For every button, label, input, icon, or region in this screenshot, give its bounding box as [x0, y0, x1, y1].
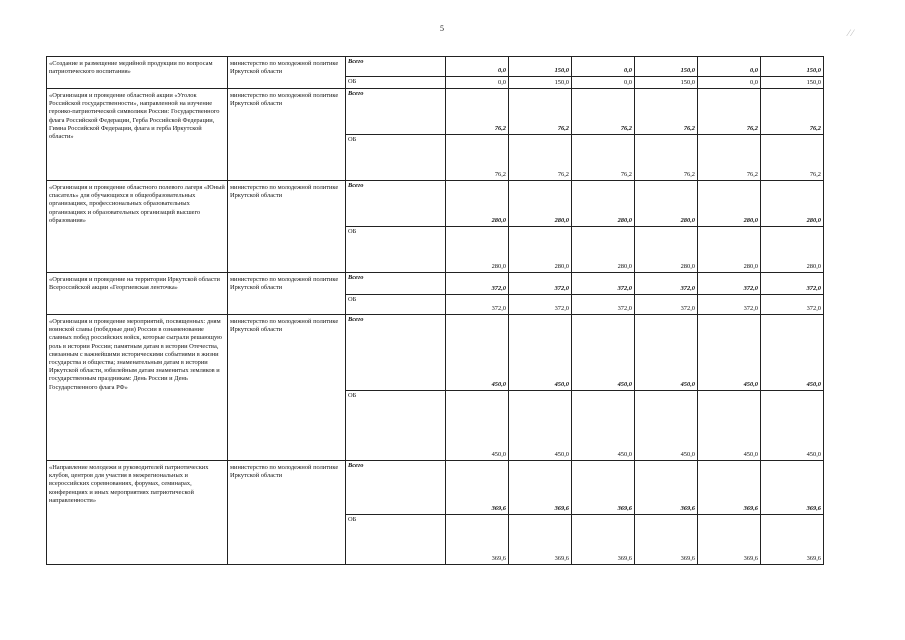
- source-value: 76,2: [446, 135, 509, 181]
- total-value: 372,0: [446, 273, 509, 295]
- source-value: 76,2: [761, 135, 824, 181]
- total-value: 450,0: [761, 315, 824, 391]
- source-value: 280,0: [446, 227, 509, 273]
- total-value: 280,0: [761, 181, 824, 227]
- source-value: 369,6: [446, 515, 509, 565]
- source-value: 280,0: [698, 227, 761, 273]
- funding-total-label: Всего: [346, 57, 446, 77]
- total-value: 369,6: [446, 461, 509, 515]
- source-value: 369,6: [509, 515, 572, 565]
- budget-table: [46, 56, 824, 565]
- source-value: 150,0: [509, 77, 572, 89]
- source-value: 450,0: [509, 391, 572, 461]
- total-value: 0,0: [698, 57, 761, 77]
- funding-source-label: ОБ: [346, 295, 446, 315]
- total-value: 76,2: [635, 89, 698, 135]
- total-value: 0,0: [572, 57, 635, 77]
- total-value: 280,0: [446, 181, 509, 227]
- total-value: 450,0: [572, 315, 635, 391]
- event-name: «Организация и проведение мероприятий, посвященных: дням воинской славы (победные дни) России в ознаменование славных побед российских войск, которые сыграли решающую роль в истории России; памятным датам в истории Отечества, связанным с важнейшими историческими событиями в жизни государства и общества; знаменательным датам в истории Иркутской области, юбилейным датам знаменитых земляков и государственным праздникам: День России и День Государственного флага РФ»: [47, 315, 228, 461]
- total-value: 372,0: [698, 273, 761, 295]
- executor: министерство по молодежной политике Иркутской области: [228, 181, 346, 273]
- source-value: 450,0: [572, 391, 635, 461]
- source-value: 450,0: [446, 391, 509, 461]
- total-value: 369,6: [698, 461, 761, 515]
- total-value: 76,2: [761, 89, 824, 135]
- total-value: 76,2: [698, 89, 761, 135]
- source-value: 372,0: [509, 295, 572, 315]
- total-value: 150,0: [635, 57, 698, 77]
- total-value: 280,0: [698, 181, 761, 227]
- total-value: 450,0: [635, 315, 698, 391]
- total-value: 450,0: [698, 315, 761, 391]
- source-value: 150,0: [635, 77, 698, 89]
- total-value: 372,0: [761, 273, 824, 295]
- source-value: 450,0: [698, 391, 761, 461]
- total-value: 280,0: [572, 181, 635, 227]
- source-value: 76,2: [698, 135, 761, 181]
- executor: министерство по молодежной политике Иркутской области: [228, 273, 346, 315]
- event-name: «Организация и проведение областного полевого лагеря «Юный спасатель» для обучающихся в общеобразовательных организациях, профессиональных образовательных организациях и образовательных организаций высшего образования»: [47, 181, 228, 273]
- source-value: 369,6: [635, 515, 698, 565]
- funding-total-label: Всего: [346, 461, 446, 515]
- total-value: 369,6: [761, 461, 824, 515]
- funding-total-label: Всего: [346, 273, 446, 295]
- funding-source-label: ОБ: [346, 135, 446, 181]
- funding-source-label: ОБ: [346, 77, 446, 89]
- event-name: «Направление молодежи и руководителей патриотических клубов, центров для участия в межрегиональных и всероссийских соревнованиях, форумах, семинарах, конференциях и иных мероприятиях патриотической направленности»: [47, 461, 228, 565]
- source-value: 372,0: [572, 295, 635, 315]
- event-name: «Организация и проведение областной акции «Уголок Российской государственности», направленной на изучение героико-патриотической символики России: Государственного флага Российской Федерации, Герба Российской Федерации, Гимна Российской Федерации, флага и герба Иркутской области»: [47, 89, 228, 181]
- funding-total-label: Всего: [346, 181, 446, 227]
- total-value: 372,0: [572, 273, 635, 295]
- table-row: [47, 57, 824, 77]
- funding-total-label: Всего: [346, 315, 446, 391]
- source-value: 369,6: [761, 515, 824, 565]
- source-value: 76,2: [635, 135, 698, 181]
- funding-total-label: Всего: [346, 89, 446, 135]
- source-value: 450,0: [761, 391, 824, 461]
- total-value: 372,0: [509, 273, 572, 295]
- table-body: [47, 57, 824, 565]
- source-value: 450,0: [635, 391, 698, 461]
- total-value: 372,0: [635, 273, 698, 295]
- event-name: «Организация и проведение на территории Иркутской области Всероссийской акции «Георгиевская ленточка»: [47, 273, 228, 315]
- source-value: 280,0: [509, 227, 572, 273]
- source-value: 372,0: [635, 295, 698, 315]
- executor: министерство по молодежной политике Иркутской области: [228, 461, 346, 565]
- source-value: 372,0: [698, 295, 761, 315]
- table-row: [47, 273, 824, 295]
- funding-source-label: ОБ: [346, 515, 446, 565]
- source-value: 280,0: [761, 227, 824, 273]
- executor: министерство по молодежной политике Иркутской области: [228, 57, 346, 89]
- total-value: 369,6: [635, 461, 698, 515]
- table-row: [47, 89, 824, 135]
- total-value: 76,2: [572, 89, 635, 135]
- source-value: 76,2: [509, 135, 572, 181]
- source-value: 369,6: [572, 515, 635, 565]
- table-row: [47, 315, 824, 391]
- executor: министерство по молодежной политике Иркутской области: [228, 89, 346, 181]
- source-value: 0,0: [698, 77, 761, 89]
- source-value: 372,0: [446, 295, 509, 315]
- event-name: «Создание и размещение медийной продукции по вопросам патриотического воспитания»: [47, 57, 228, 89]
- funding-source-label: ОБ: [346, 391, 446, 461]
- total-value: 76,2: [509, 89, 572, 135]
- source-value: 280,0: [572, 227, 635, 273]
- source-value: 76,2: [572, 135, 635, 181]
- total-value: 280,0: [509, 181, 572, 227]
- funding-source-label: ОБ: [346, 227, 446, 273]
- source-value: 0,0: [446, 77, 509, 89]
- table-row: [47, 461, 824, 515]
- total-value: 369,6: [509, 461, 572, 515]
- total-value: 450,0: [509, 315, 572, 391]
- total-value: 280,0: [635, 181, 698, 227]
- total-value: 150,0: [761, 57, 824, 77]
- table-row: [47, 181, 824, 227]
- total-value: 0,0: [446, 57, 509, 77]
- total-value: 76,2: [446, 89, 509, 135]
- corner-mark: ⁄ ⁄: [848, 28, 854, 38]
- executor: министерство по молодежной политике Иркутской области: [228, 315, 346, 461]
- source-value: 369,6: [698, 515, 761, 565]
- source-value: 0,0: [572, 77, 635, 89]
- page-number: 5: [440, 24, 444, 33]
- source-value: 150,0: [761, 77, 824, 89]
- total-value: 150,0: [509, 57, 572, 77]
- total-value: 369,6: [572, 461, 635, 515]
- total-value: 450,0: [446, 315, 509, 391]
- source-value: 372,0: [761, 295, 824, 315]
- source-value: 280,0: [635, 227, 698, 273]
